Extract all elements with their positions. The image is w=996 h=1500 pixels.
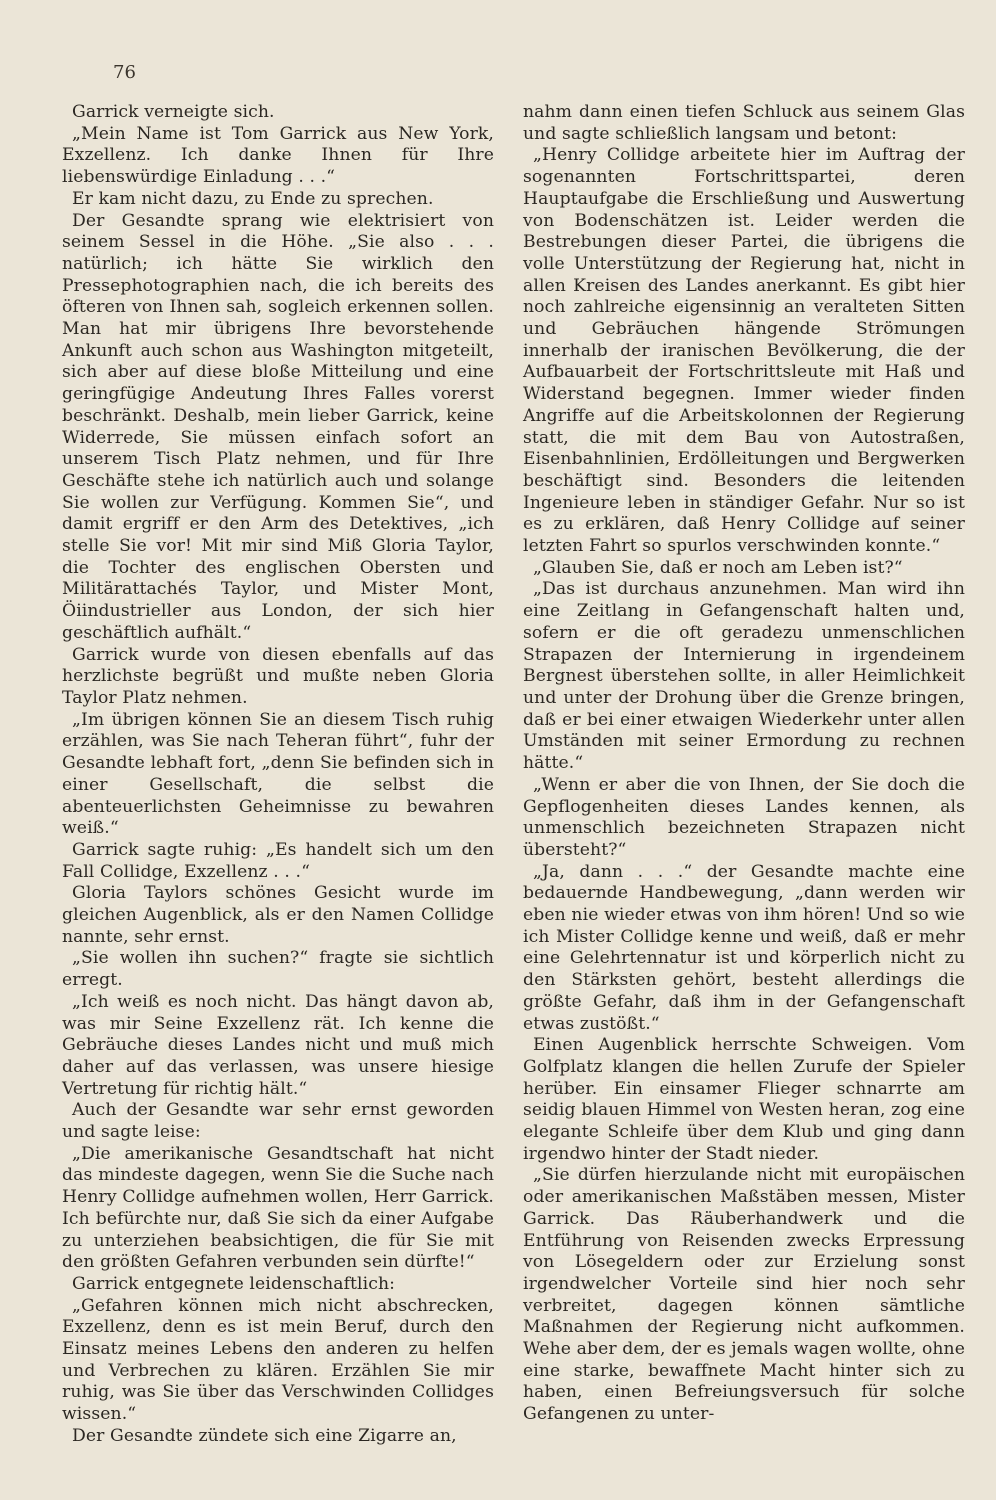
paragraph: „Sie wollen ihn suchen?“ fragte sie sichtlich erregt. [62, 948, 494, 991]
paragraph: Auch der Gesandte war sehr ernst geworden und sagte leise: [62, 1100, 494, 1143]
paragraph: Garrick entgegnete leidenschaftlich: [72, 1273, 396, 1294]
page-number: 76 [113, 62, 136, 83]
paragraph: Der Gesandte zündete sich eine Zigarre an, [72, 1425, 457, 1446]
paragraph: Garrick sagte ruhig: „Es handelt sich um den Fall Collidge, Exzellenz . . .“ [62, 839, 494, 882]
paragraph: „Mein Name ist Tom Garrick aus New York, Exzellenz. Ich danke Ihnen für Ihre liebenswürdige Einladung . . .“ [62, 123, 494, 188]
paragraph: „Glauben Sie, daß er noch am Leben ist?“ [533, 557, 903, 578]
right-column [523, 102, 965, 1426]
paragraph: „Das ist durchaus anzunehmen. Man wird ihn eine Zeitlang in Gefangenschaft halten und, sofern er die oft geradezu unmenschlichen Strapazen der Internierung in irgendeinem Bergnest überstehen sollte, in aller Heimlichkeit und unter der Drohung über die Grenze bringen, daß er bei einer etwaigen Wiederkehr unter allen Umständen mit seiner Ermordung zu rechnen hätte.“ [523, 579, 965, 774]
paragraph: „Gefahren können mich nicht abschrecken, Exzellenz, denn es ist mein Beruf, durch den Einsatz meines Lebens den anderen zu helfen und Verbrechen zu klären. Erzählen Sie mir ruhig, was Sie über das Verschwinden Collidges wissen.“ [62, 1295, 494, 1425]
paragraph: „Im übrigen können Sie an diesem Tisch ruhig erzählen, was Sie nach Teheran führt“, fuhr der Gesandte lebhaft fort, „denn Sie befinden sich in einer Gesellschaft, die selbst die abenteuerlichsten Geheimnisse zu bewahren weiß.“ [62, 709, 494, 839]
paragraph: „Henry Collidge arbeitete hier im Auftrag der sogenannten Fortschrittspartei, deren Hauptaufgabe die Erschließung und Auswertung von Bodenschätzen ist. Leider werden die Bestrebungen dieser Partei, die übrigens die volle Unterstützung der Regierung hat, nicht in allen Kreisen des Landes anerkannt. Es gibt hier noch zahlreiche eigensinnig an veralteten Sitten und Gebräuchen hängende Strömungen innerhalb der iranischen Bevölkerung, die der Aufbauarbeit der Fortschrittsleute mit Haß und Widerstand begegnen. Immer wieder finden Angriffe auf die Arbeitskolonnen der Regierung statt, die mit dem Bau von Autostraßen, Eisenbahnlinien, Erdölleitungen und Bergwerken beschäftigt sind. Besonders die leitenden Ingenieure leben in ständiger Gefahr. Nur so ist es zu erklären, daß Henry Collidge auf seiner letzten Fahrt so spurlos verschwinden konnte.“ [523, 145, 965, 557]
paragraph: Der Gesandte sprang wie elektrisiert von seinem Sessel in die Höhe. „Sie also . . . natürlich; ich hätte Sie wirklich den Pressephotographien nach, die ich bereits des öfteren von Ihnen sah, sogleich erkennen sollen. Man hat mir übrigens Ihre bevorstehende Ankunft auch schon aus Washington mitgeteilt, sich aber auf diese bloße Mitteilung und eine geringfügige Andeutung Ihres Falles vorerst beschränkt. Deshalb, mein lieber Garrick, keine Widerrede, Sie müssen einfach sofort an unserem Tisch Platz nehmen, und für Ihre Geschäfte stehe ich natürlich auch und solange Sie wollen zur Verfügung. Kommen Sie“, und damit ergriff er den Arm des Detektives, „ich stelle Sie vor! Mit mir sind Miß Gloria Taylor, die Tochter des englischen Obersten und Militärattachés Taylor, und Mister Mont, Öiindustrieller aus London, der sich hier geschäftlich aufhält.“ [62, 210, 494, 643]
paragraph: „Ja, dann . . .“ der Gesandte machte eine bedauernde Handbewegung, „dann werden wir eben nie wieder etwas von ihm hören! Und so wie ich Mister Collidge kenne und weiß, daß er mehr eine Gelehrtennatur ist und körperlich nicht zu den Stärksten gehört, besteht allerdings die größte Gefahr, daß ihm in der Gefangenschaft etwas zustößt.“ [523, 861, 965, 1034]
paragraph: „Ich weiß es noch nicht. Das hängt davon ab, was mir Seine Exzellenz rät. Ich kenne die Gebräuche dieses Landes nicht und muß mich daher auf das verlassen, was unsere hiesige Vertretung für richtig hält.“ [62, 991, 494, 1099]
paragraph: Gloria Taylors schönes Gesicht wurde im gleichen Augenblick, als er den Namen Collidge nannte, sehr ernst. [62, 883, 494, 947]
paragraph: nahm dann einen tiefen Schluck aus seinem Glas und sagte schließlich langsam und betont: [523, 102, 965, 144]
paragraph: „Die amerikanische Gesandtschaft hat nicht das mindeste dagegen, wenn Sie die Suche nach Henry Collidge aufnehmen wollen, Herr Garrick. Ich befürchte nur, daß Sie sich da einer Aufgabe zu unterziehen beabsichtigen, die für Sie mit den größten Gefahren verbunden sein dürfte!“ [62, 1143, 494, 1273]
paragraph: Garrick wurde von diesen ebenfalls auf das herzlichste begrüßt und mußte neben Gloria Taylor Platz nehmen. [62, 644, 494, 708]
left-column [62, 102, 494, 1448]
paragraph: Er kam nicht dazu, zu Ende zu sprechen. [72, 188, 434, 209]
paragraph: Garrick verneigte sich. [72, 102, 275, 122]
paragraph: „Wenn er aber die von Ihnen, der Sie doch die Gepflogenheiten dieses Landes kennen, als unmenschlich bezeichneten Strapazen nicht übersteht?“ [523, 774, 965, 860]
paragraph: Einen Augenblick herrschte Schweigen. Vom Golfplatz klangen die hellen Zurufe der Spieler herüber. Ein einsamer Flieger schnarrte am seidig blauen Himmel von Westen heran, zog eine elegante Schleife über dem Klub und ging dann irgendwo hinter der Stadt nieder. [523, 1035, 965, 1164]
paragraph: „Sie dürfen hierzulande nicht mit europäischen oder amerikanischen Maßstäben messen, Mister Garrick. Das Räuberhandwerk und die Entführung von Reisenden zwecks Erpressung von Lösegeldern oder zur Erzielung sonst irgendwelcher Vorteile sind hier noch sehr verbreitet, dagegen können sämtliche Maßnahmen der Regierung nicht aufkommen. Wehe aber dem, der es jemals wagen wollte, ohne eine starke, bewaffnete Macht hinter sich zu haben, einen Befreiungsversuch für solche Gefangenen zu unter- [523, 1165, 965, 1425]
